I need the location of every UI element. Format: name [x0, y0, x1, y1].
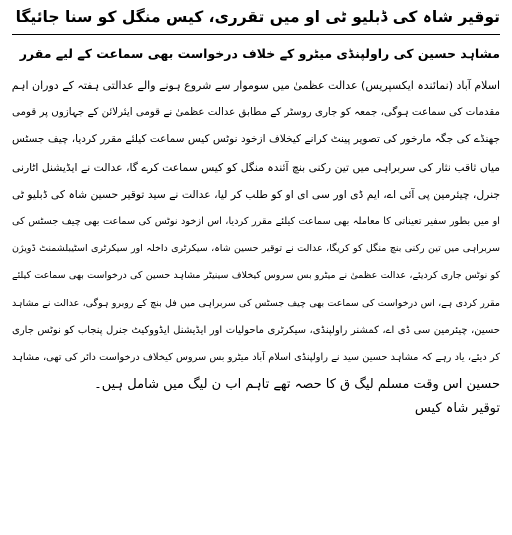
article-line: جھنڈے کی جگہ مارخور کی تصویر پینٹ کرانے کیخلاف ازخود نوٹس کیس سماعت کیلئے مقرر کردیا، چیف جسٹس	[12, 133, 500, 146]
article-line: میاں ثاقب نثار کی سربراہی میں تین رکنی بنچ آئندہ منگل کو کیس سماعت کرے گا، عدالت نے ایڈیشنل اٹارنی	[12, 160, 500, 174]
article-line: جنرل، چیئرمین پی آئی اے، ایم ڈی اور سی ای او کو طلب کر لیا، عدالت نے سید توقیر حسین شاہ کی ڈبلیو ٹی	[12, 187, 500, 201]
article-line: مقرر کردی ہے، اس درخواست کی سماعت بھی چیف جسٹس کی سربراہی میں فل بنچ کے روبرو ہوگی، عدالت نے مشاہد	[12, 297, 500, 309]
subheadline: مشاہد حسین کی راولپنڈی میٹرو کے خلاف درخواست بھی سماعت کے لیے مقرر	[19, 46, 500, 61]
article-line: سربراہی میں تین رکنی بنچ منگل کو کریگا، عدالت نے توقیر حسین شاہ، سیکرٹری داخلہ اور سیکرٹری اسٹیبلشمنٹ ڈویژن	[12, 243, 500, 255]
article-body	[12, 72, 500, 398]
article-line: مقدمات کی سماعت ہوگی، جمعہ کو جاری روسٹر کے مطابق عدالت عظمیٰ نے قومی ایئرلائن کے جہازوں پر قومی	[12, 106, 500, 119]
article-line: حسین اس وقت مسلم لیگ ق کا حصہ تھے تاہم اب ن لیگ میں شامل ہیں۔	[94, 377, 500, 393]
article-line: اسلام آباد (نمائندہ ایکسپریس) عدالت عظمیٰ میں سوموار سے شروع ہونے والے عدالتی ہفتہ کے دوران اہم	[11, 79, 500, 92]
headline-divider	[12, 34, 500, 35]
headline: توقیر شاہ کی ڈبلیو ٹی او میں تقرری، کیس منگل کو سنا جائیگا	[15, 8, 500, 26]
article-line: کو نوٹس جاری کردیئے، عدالت عظمیٰ نے میٹرو بس سروس کیخلاف سینیٹر مشاہد حسین کی درخواست بھی سماعت کیلئے	[12, 270, 500, 282]
article-line: حسین، چیئرمین سی ڈی اے، کمشنر راولپنڈی، سیکرٹری ماحولیات اور ایڈیشنل ایڈووکیٹ جنرل پنجاب کو نوٹس جاری	[12, 324, 500, 336]
article-line: او میں بطور سفیر تعیناتی کا معاملہ بھی سماعت کیلئے مقرر کردیا، اس ازخود نوٹس کی سماعت بھی چیف جسٹس کی	[12, 215, 500, 227]
signoff: توقیر شاہ کیس	[414, 401, 500, 417]
article-line: کر دیئے، یاد رہے کہ مشاہد حسین سید نے راولپنڈی اسلام آباد میٹرو بس سروس کیخلاف درخواست دائر کی تھی، مشاہد	[12, 351, 500, 363]
